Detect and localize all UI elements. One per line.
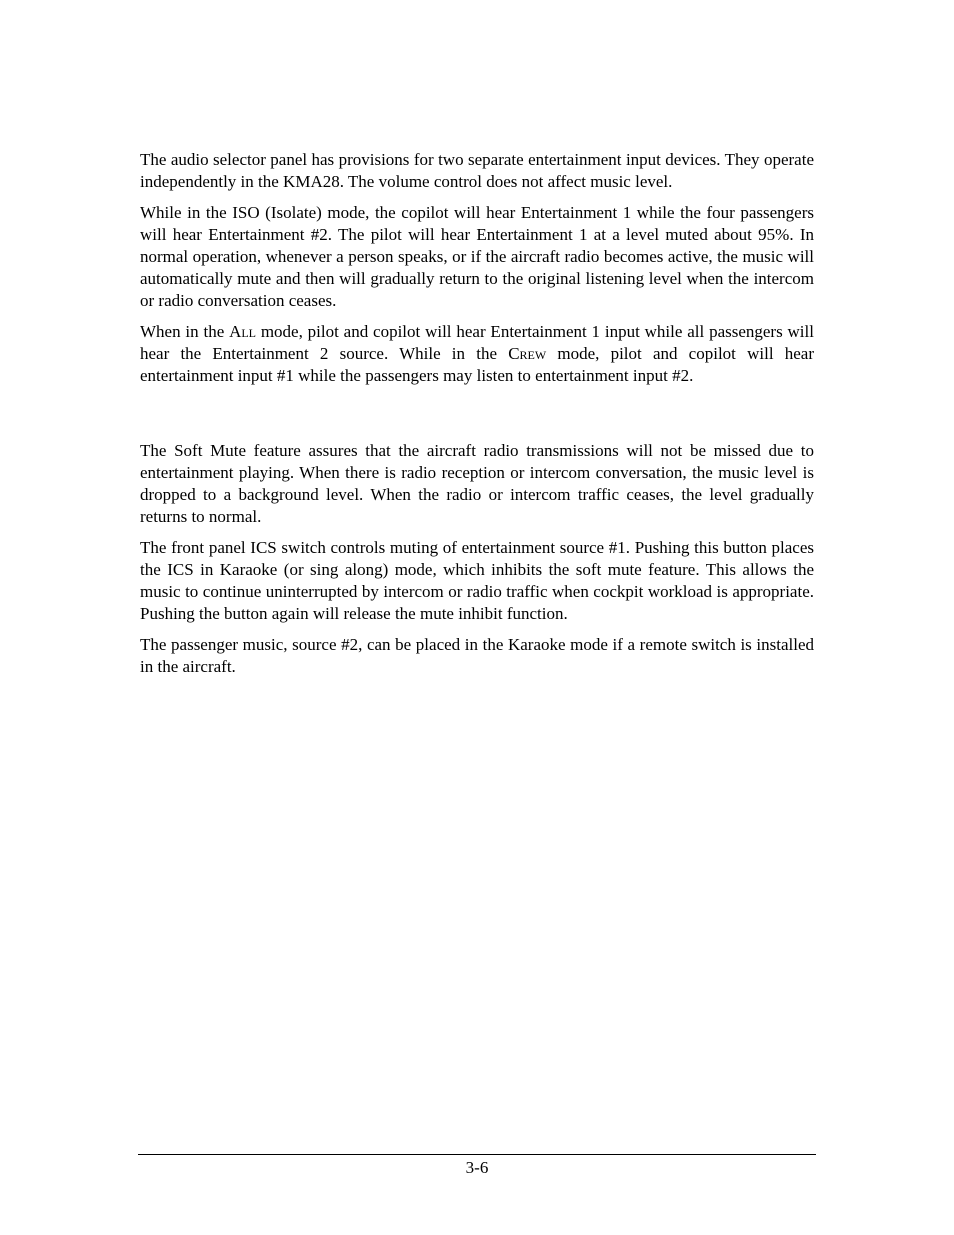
mode-name-crew: Crew xyxy=(508,344,547,363)
paragraph-all-crew-modes xyxy=(140,321,814,387)
text-run: When in the xyxy=(140,322,230,341)
paragraph-passenger-music: The passenger music, source #2, can be placed in the Karaoke mode if a remote switch is installed in the aircraft. xyxy=(140,635,814,676)
paragraph-soft-mute: The Soft Mute feature assures that the aircraft radio transmissions will not be missed due to entertainment playing. When there is radio reception or intercom conversation, the music level is dropped to a background level. When the radio or intercom traffic ceases, the level gradually returns to normal. xyxy=(140,441,814,526)
paragraph-iso-mode: While in the ISO (Isolate) mode, the copilot will hear Entertainment 1 while the four passengers will hear Entertainment #2. The pilot will hear Entertainment 1 at a level muted about 95%. In normal operation, whenever a person speaks, or if the aircraft radio becomes active, the music will automatically mute and then will gradually return to the original listening level when the intercom or radio conversation ceases. xyxy=(140,203,814,310)
page-number: 3-6 xyxy=(465,1158,489,1177)
text-run: mode, pilot and copilot will hear entertainment input #1 while the passengers may listen to entertainment input #2. xyxy=(140,344,814,385)
paragraph-ics-switch: The front panel ICS switch controls muting of entertainment source #1. Pushing this button places the ICS in Karaoke (or sing along) mode, which inhibits the soft mute feature. This allows the music to continue uninterrupted by intercom or radio traffic when cockpit workload is appropriate. Pushing the button again will release the mute inhibit function. xyxy=(140,538,814,623)
body-text xyxy=(140,149,814,687)
paragraph-entertainment-inputs: The audio selector panel has provisions for two separate entertainment input devices. They operate independently in the KMA28. The volume control does not affect music level. xyxy=(140,150,814,191)
footer-divider xyxy=(138,1154,816,1155)
section-gap xyxy=(140,396,814,440)
mode-name-all: All xyxy=(229,322,256,341)
text-run: mode, pilot and copilot will hear Entertainment 1 input while all passengers will hear the Entertainment 2 source. While in the xyxy=(140,322,814,363)
